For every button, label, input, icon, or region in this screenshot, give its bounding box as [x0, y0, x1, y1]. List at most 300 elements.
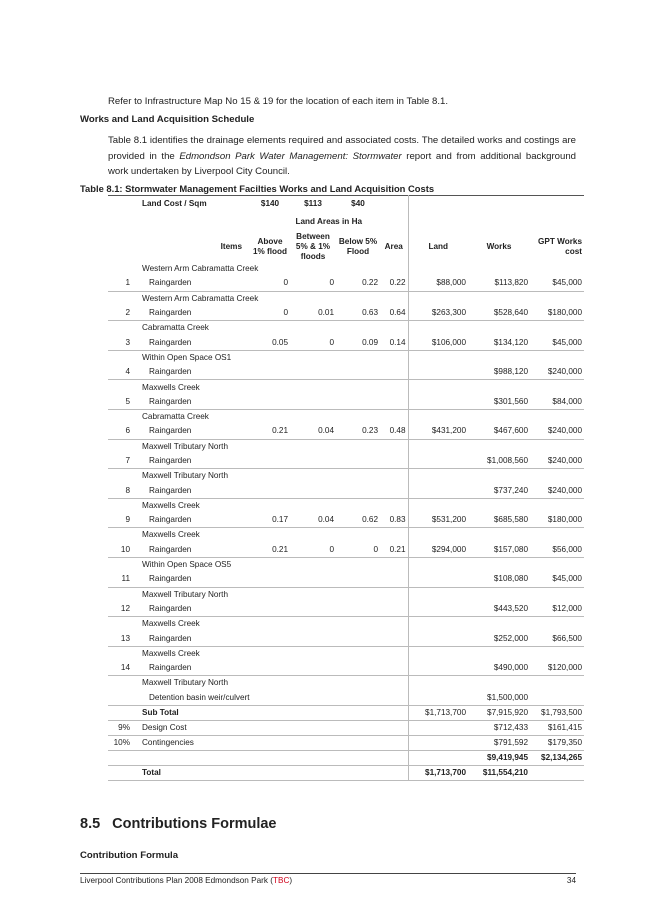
row-spacer: [290, 705, 336, 720]
header-works: Works: [486, 241, 512, 251]
design-cost-row-label: Design Cost: [142, 722, 187, 732]
table-row: [108, 291, 584, 306]
row-spacer: [250, 765, 290, 780]
row-works: $108,080: [493, 574, 528, 584]
footer-divider: [80, 873, 576, 874]
table-row: [108, 572, 584, 587]
row-spacer: [290, 439, 336, 454]
row-location: Cabramatta Creek: [142, 323, 209, 333]
row-spacer: [290, 291, 336, 306]
row-between: 0.04: [318, 515, 334, 525]
row-below: [336, 661, 380, 676]
row-area: 0.14: [380, 335, 408, 350]
row-spacer: [380, 587, 408, 602]
table-row: [108, 409, 584, 424]
row-works: $113,820: [494, 278, 528, 288]
row-spacer: [108, 409, 140, 424]
row-between: [290, 365, 336, 380]
row-number: 6: [125, 426, 130, 436]
row-spacer: [380, 617, 408, 632]
total-row-works: $11,554,210: [482, 767, 528, 777]
cost-table: [108, 195, 584, 781]
contribution-formula-heading: Contribution Formula: [80, 850, 179, 861]
row-location: Maxwells Creek: [142, 619, 200, 629]
subtotal-row-works: $7,915,920: [487, 707, 528, 717]
row-spacer: [408, 498, 468, 513]
sums-row-land: [408, 750, 468, 765]
row-spacer: [108, 439, 140, 454]
row-location: Western Arm Cabramatta Creek: [142, 293, 259, 303]
row-above: 0: [283, 308, 288, 318]
row-gpt: $45,000: [552, 337, 582, 347]
table-row: [108, 454, 584, 469]
row-location: Maxwell Tributary North: [142, 589, 228, 599]
row-spacer: [290, 409, 336, 424]
row-spacer: [336, 528, 380, 543]
row-spacer: [336, 498, 380, 513]
row-item-type: Raingarden: [149, 574, 192, 584]
table-row: [108, 631, 584, 646]
row-location: Maxwell Tributary North: [142, 441, 228, 451]
table-row: [108, 617, 584, 632]
table-row: [108, 691, 584, 706]
row-spacer: [108, 321, 140, 336]
row-between: 0: [329, 544, 334, 554]
row-spacer: [530, 676, 584, 691]
table-row: [108, 513, 584, 528]
table-row: [108, 439, 584, 454]
row-item-type: Raingarden: [149, 456, 192, 465]
row-location: Cabramatta Creek: [142, 412, 209, 422]
row-number: 7: [125, 456, 130, 465]
row-spacer: [468, 439, 530, 454]
row-spacer: [468, 409, 530, 424]
design-cost-row-pct: 9%: [118, 722, 130, 732]
contingencies-row-pct: 10%: [113, 737, 130, 747]
row-spacer: [250, 676, 290, 691]
row-gpt: $45,000: [552, 278, 582, 288]
row-location: Maxwells Creek: [142, 382, 200, 392]
row-spacer: [250, 321, 290, 336]
row-above: [250, 395, 290, 410]
row-spacer: [380, 409, 408, 424]
row-between: 0.01: [318, 308, 334, 318]
row-spacer: [336, 720, 380, 735]
row-spacer: [290, 350, 336, 365]
row-number: 13: [120, 633, 130, 643]
row-spacer: [290, 498, 336, 513]
row-item-type: Detention basin weir/culvert: [149, 692, 250, 702]
row-spacer: [336, 439, 380, 454]
row-between: 0.04: [318, 426, 334, 436]
row-spacer: [290, 528, 336, 543]
row-works: $301,560: [493, 396, 528, 406]
row-below: [336, 395, 380, 410]
row-spacer: [290, 720, 336, 735]
row-spacer: [108, 646, 140, 661]
sums-row-label: [140, 750, 250, 765]
row-number: 1: [125, 278, 130, 288]
row-location: Within Open Space OS1: [142, 352, 232, 362]
row-works: $988,120: [493, 367, 528, 377]
row-above: 0.21: [272, 426, 288, 436]
row-spacer: [108, 380, 140, 395]
row-above: 0.05: [272, 337, 288, 347]
table-row: [108, 676, 584, 691]
header-above: Above 1% flood: [252, 236, 288, 256]
header-area: Area: [380, 232, 408, 262]
total-row-label: Total: [142, 767, 161, 777]
row-gpt: $240,000: [547, 426, 582, 436]
row-gpt: $240,000: [547, 367, 582, 377]
row-spacer: [250, 720, 290, 735]
row-works: $134,120: [493, 337, 528, 347]
row-spacer: [408, 617, 468, 632]
row-area: 0.21: [380, 543, 408, 558]
row-spacer: [290, 469, 336, 484]
row-spacer: [336, 262, 380, 277]
row-land: $431,200: [431, 426, 466, 436]
land-cost-above: $140: [260, 199, 280, 209]
row-spacer: [408, 350, 468, 365]
row-between: [290, 572, 336, 587]
row-spacer: [290, 262, 336, 277]
row-below: 0.09: [362, 337, 378, 347]
row-spacer: [468, 380, 530, 395]
row-spacer: [250, 350, 290, 365]
row-spacer: [108, 587, 140, 602]
row-spacer: [108, 498, 140, 513]
row-spacer: [530, 498, 584, 513]
row-above: 0.21: [272, 544, 288, 554]
row-works: $685,580: [493, 515, 528, 525]
row-spacer: [336, 750, 380, 765]
row-land: [408, 661, 468, 676]
row-area: [380, 572, 408, 587]
row-gpt: $180,000: [547, 515, 582, 525]
row-between: [290, 395, 336, 410]
row-below: 0.63: [362, 308, 378, 318]
row-spacer: [380, 735, 408, 750]
row-works: $1,008,560: [487, 456, 528, 465]
table-row: [108, 646, 584, 661]
row-number: 5: [125, 396, 130, 406]
row-spacer: [468, 469, 530, 484]
table-row: [108, 306, 584, 321]
row-item-type: Raingarden: [149, 308, 192, 318]
row-works: $443,520: [493, 603, 528, 613]
row-land: [408, 602, 468, 617]
sums-row: [108, 750, 584, 765]
row-between: [290, 691, 336, 706]
row-spacer: [290, 587, 336, 602]
row-spacer: [530, 350, 584, 365]
row-below: 0.62: [362, 515, 378, 525]
row-spacer: [250, 587, 290, 602]
row-above: [250, 572, 290, 587]
contingencies-row-works: $791,592: [493, 737, 528, 747]
design-cost-row: [108, 720, 584, 735]
row-item-type: Raingarden: [149, 485, 192, 495]
section-heading: Works and Land Acquisition Schedule: [80, 114, 255, 125]
row-item-type: Raingarden: [149, 603, 192, 613]
row-location: Maxwell Tributary North: [142, 678, 228, 688]
row-below: [336, 454, 380, 469]
body-paragraph: Table 8.1 identifies the drainage elements required and associated costs. The detailed works and costings are provided in the Edmondson Park Water Management: Stormwater report and from additional background work undertaken by Liverpool City Council.: [108, 135, 576, 177]
row-spacer: [408, 528, 468, 543]
row-above: [250, 454, 290, 469]
row-works: $1,500,000: [487, 692, 528, 702]
land-cost-below: $40: [351, 199, 365, 209]
row-land: [408, 365, 468, 380]
row-spacer: [408, 321, 468, 336]
row-spacer: [290, 750, 336, 765]
contingencies-row-gpt: $179,350: [547, 737, 582, 747]
row-number: 11: [121, 574, 130, 584]
row-item-type: Raingarden: [149, 337, 192, 347]
row-spacer: [530, 646, 584, 661]
row-land: [408, 483, 468, 498]
table-row: [108, 498, 584, 513]
row-number: 4: [125, 367, 130, 377]
row-works: $528,640: [493, 308, 528, 318]
row-spacer: [336, 705, 380, 720]
row-spacer: [108, 262, 140, 277]
row-number: [108, 691, 140, 706]
row-spacer: [530, 557, 584, 572]
row-spacer: [250, 409, 290, 424]
row-spacer: [290, 321, 336, 336]
row-land: $88,000: [436, 278, 466, 288]
row-land: $263,300: [431, 308, 466, 318]
row-spacer: [380, 705, 408, 720]
header-gpt: GPT Works cost: [538, 236, 582, 256]
row-area: [380, 395, 408, 410]
row-gpt: $120,000: [547, 663, 582, 673]
row-below: [336, 631, 380, 646]
subtotal-row-label: Sub Total: [142, 707, 179, 717]
row-spacer: [530, 262, 584, 277]
row-land: $106,000: [431, 337, 466, 347]
row-between: [290, 454, 336, 469]
row-below: [336, 691, 380, 706]
row-item-type: Raingarden: [149, 396, 192, 406]
row-spacer: [336, 291, 380, 306]
row-gpt: $12,000: [552, 603, 582, 613]
row-spacer: [468, 617, 530, 632]
row-spacer: [250, 646, 290, 661]
row-number: 10: [120, 544, 130, 554]
row-spacer: [530, 617, 584, 632]
row-spacer: [380, 469, 408, 484]
row-spacer: [290, 617, 336, 632]
table-row: [108, 587, 584, 602]
table-row: [108, 365, 584, 380]
row-spacer: [290, 646, 336, 661]
row-area: [380, 631, 408, 646]
row-spacer: [468, 350, 530, 365]
total-row-land: $1,713,700: [425, 767, 466, 777]
sums-row-gpt: $2,134,265: [541, 752, 582, 762]
row-area: 0.83: [380, 513, 408, 528]
row-item-type: Raingarden: [149, 663, 192, 673]
contingencies-row-land: [408, 735, 468, 750]
row-between: [290, 661, 336, 676]
row-land: [408, 572, 468, 587]
row-spacer: [108, 676, 140, 691]
row-item-type: Raingarden: [149, 367, 192, 377]
row-spacer: [408, 262, 468, 277]
row-spacer: [468, 498, 530, 513]
row-spacer: [530, 409, 584, 424]
table-row: [108, 395, 584, 410]
row-spacer: [380, 439, 408, 454]
page-footer: Liverpool Contributions Plan 2008 Edmondson Park (TBC) 34: [80, 876, 576, 885]
row-item-type: Raingarden: [149, 633, 192, 643]
row-number: 14: [120, 663, 130, 673]
row-below: 0.23: [362, 426, 378, 436]
row-spacer: [530, 439, 584, 454]
row-works: $252,000: [493, 633, 528, 643]
row-spacer: [380, 750, 408, 765]
row-spacer: [108, 528, 140, 543]
section-heading-8-5: 8.5 Contributions Formulae: [80, 816, 277, 832]
row-spacer: [250, 557, 290, 572]
row-between: [290, 631, 336, 646]
row-above: [250, 602, 290, 617]
table-row: [108, 350, 584, 365]
table-row: [108, 528, 584, 543]
row-spacer: [380, 321, 408, 336]
table-row: [108, 262, 584, 277]
total-row: [108, 765, 584, 780]
row-spacer: [290, 765, 336, 780]
row-spacer: [250, 380, 290, 395]
row-spacer: [250, 750, 290, 765]
table-row: [108, 424, 584, 439]
row-above: 0.17: [272, 515, 288, 525]
row-spacer: [468, 646, 530, 661]
row-spacer: [336, 350, 380, 365]
design-cost-row-works: $712,433: [493, 722, 528, 732]
sums-row-pct: [108, 750, 140, 765]
contingencies-row: [108, 735, 584, 750]
row-area: [380, 454, 408, 469]
subtotal-row-gpt: $1,793,500: [541, 707, 582, 717]
row-spacer: [380, 498, 408, 513]
row-below: 0: [373, 544, 378, 554]
row-works: $467,600: [493, 426, 528, 436]
table-row: [108, 469, 584, 484]
header-between: Between 5% & 1% floods: [295, 231, 331, 261]
row-spacer: [380, 646, 408, 661]
row-number: 12: [120, 603, 130, 613]
row-area: 0.64: [380, 306, 408, 321]
row-between: 0: [329, 337, 334, 347]
row-spacer: [108, 617, 140, 632]
row-spacer: [408, 439, 468, 454]
row-spacer: [336, 321, 380, 336]
row-below: 0.22: [362, 278, 378, 288]
row-above: [250, 631, 290, 646]
row-spacer: [468, 587, 530, 602]
row-area: 0.48: [380, 424, 408, 439]
table-row: [108, 661, 584, 676]
table-caption: Table 8.1: Stormwater Management Facilties Works and Land Acquisition Costs: [80, 183, 435, 194]
row-spacer: [290, 735, 336, 750]
row-spacer: [380, 557, 408, 572]
row-gpt: $66,500: [552, 633, 582, 643]
row-spacer: [468, 321, 530, 336]
row-spacer: [408, 469, 468, 484]
row-spacer: [530, 469, 584, 484]
row-item-type: Raingarden: [149, 544, 192, 554]
row-area: [380, 661, 408, 676]
row-spacer: [408, 380, 468, 395]
design-cost-row-land: [408, 720, 468, 735]
row-location: Maxwells Creek: [142, 500, 200, 510]
land-areas-label: Land Areas in Ha: [250, 213, 408, 232]
row-spacer: [336, 587, 380, 602]
row-above: [250, 661, 290, 676]
row-works: $737,240: [493, 485, 528, 495]
subtotal-row: [108, 705, 584, 720]
row-area: 0.22: [380, 276, 408, 291]
row-spacer: [250, 528, 290, 543]
row-land: [408, 395, 468, 410]
subtotal-row-land: $1,713,700: [425, 707, 466, 717]
row-spacer: [290, 380, 336, 395]
row-land: [408, 454, 468, 469]
row-number: 3: [125, 337, 130, 347]
row-works: $490,000: [493, 663, 528, 673]
row-land: $531,200: [431, 515, 466, 525]
row-spacer: [380, 350, 408, 365]
design-cost-row-gpt: $161,415: [547, 722, 582, 732]
row-spacer: [250, 439, 290, 454]
row-land: [408, 631, 468, 646]
table-row: [108, 276, 584, 291]
row-spacer: [250, 469, 290, 484]
row-between: [290, 483, 336, 498]
row-area: [380, 602, 408, 617]
row-spacer: [530, 321, 584, 336]
row-number: 2: [125, 308, 130, 318]
table-row: [108, 380, 584, 395]
row-location: Within Open Space OS5: [142, 560, 232, 570]
row-spacer: [380, 380, 408, 395]
header-land: Land: [428, 241, 449, 251]
row-below: [336, 365, 380, 380]
row-gpt: $45,000: [552, 574, 582, 584]
row-gpt: $240,000: [547, 456, 582, 465]
row-spacer: [336, 735, 380, 750]
row-spacer: [336, 469, 380, 484]
table-row: [108, 557, 584, 572]
subtotal-row-pct: [108, 705, 140, 720]
row-spacer: [380, 262, 408, 277]
header-items: Items: [220, 241, 242, 251]
row-below: [336, 572, 380, 587]
table-row: [108, 321, 584, 336]
row-gpt: $84,000: [552, 396, 582, 406]
row-spacer: [408, 291, 468, 306]
row-spacer: [408, 409, 468, 424]
row-land: $294,000: [431, 544, 466, 554]
row-above: [250, 691, 290, 706]
row-spacer: [108, 469, 140, 484]
row-spacer: [290, 676, 336, 691]
